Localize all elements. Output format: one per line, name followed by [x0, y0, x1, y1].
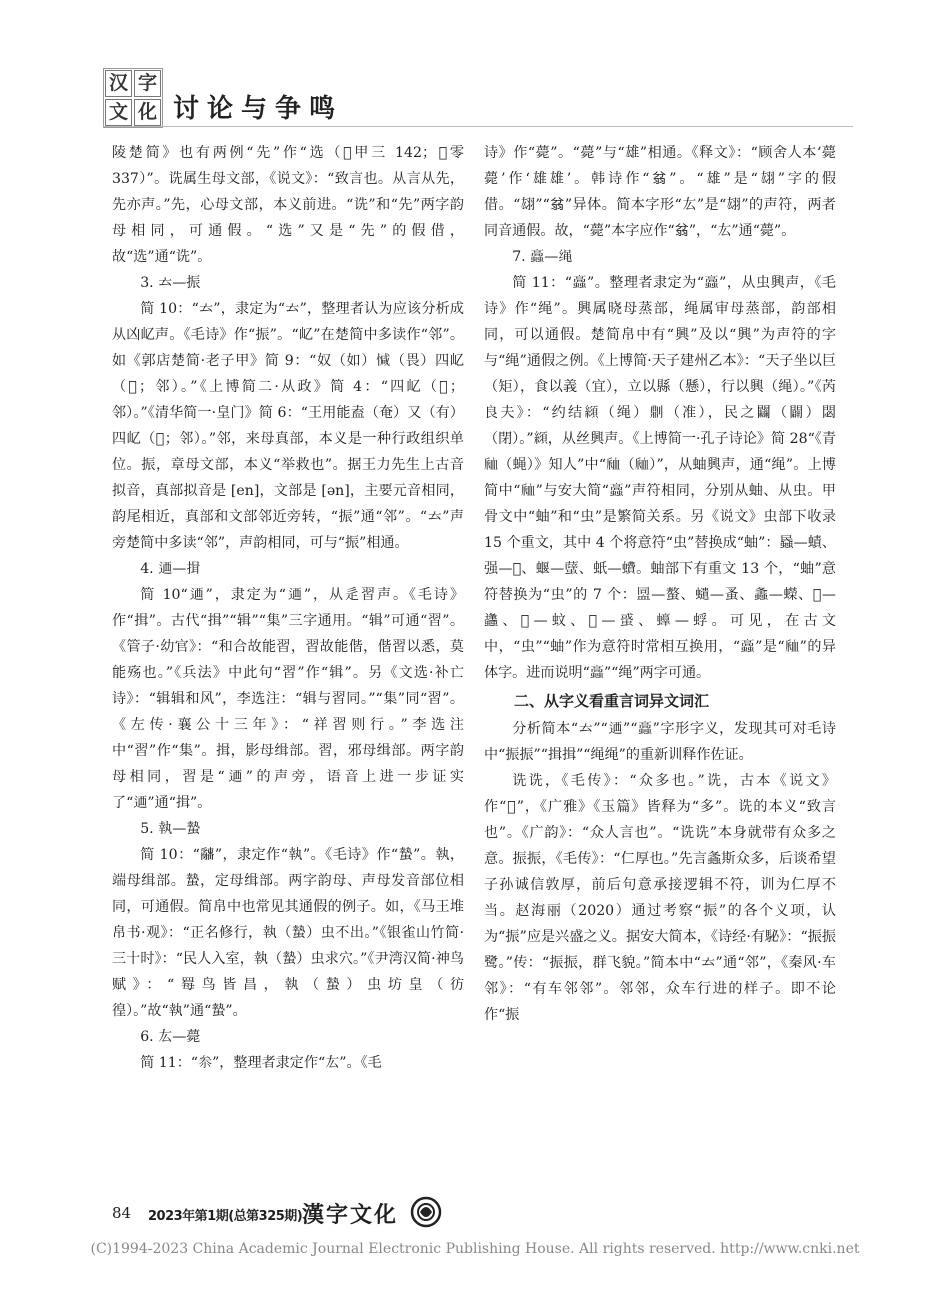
section-title: 讨论与争鸣: [173, 94, 344, 124]
right-column: [484, 140, 836, 1180]
header-divider: [103, 126, 853, 127]
paragraph: 简 10：“𠫓”，隶定为“𠫓”，整理者认为应该分析成从凶𡴭声。《毛诗》作“振”。“𡴭”在楚简中多读作“邻”。如《郭店楚简·老子甲》简 9：“奴（如）𢜩（畏）四𡴭（𨛜；邻）。”《上博简二·从政》简 4：“四𡴭（𨛜；邻）。”《清华简一·皇门》简 6：“王用能盍（奄）又（有）四𡴭（𨛜；邻）。”邻，来母真部，本义是一种行政组织单位。振，章母文部，本义“举救也”。据王力先生上古音拟音，真部拟音是 [en]，文部是 [ən]，主要元音相同，韵尾相近，真部和文部邻近旁转，“振”通“邻”。“𠫓”声旁楚简中多读“邻”，声韵相同，可与“振”相通。: [112, 301, 464, 551]
paragraph: 简 11：“𧕔”。整理者隶定为“𧕔”，从虫興声，《毛诗》作“绳”。興属晓母蒸部，绳属审母蒸部，韵部相同，可以通假。楚简帛中有“興”及以“興”为声符的字与“绳”通假之例。《上博简·天子建州乙本》：“天子坐以巨（矩），食以義（宜），立以縣（懸），行以興（绳）。”《芮良夫》：“约结𦄼（绳）𠟭（准），民之𨷻（闢）閟（閉）。”𦄼，从丝興声。《上博简一·孔子诗论》简 28“《青𧖴（蝇）》知人”中“𧖴（𧖴）”，从蚰興声，通“绳”。上博简中“𧖴”与安大简“𧕔”声符相同，分别从蚰、从虫。甲骨文中“蚰”和“虫”是繁简关系。另《说文》虫部下收录 15 个重文，其中 4 个将意符“虫”替换成“蚰”：蟁—𧐐、强—𧓯、蝘—𧒣、蚔—𧑈。蚰部下有重文 13 个，“蚰”意符替换为“虫”的 7 个：𧖳—螯、𧔥—蚤、𧒒—蠑、𧒃—蠭、𧏡—蚊、𧕖—𧌒、𧔫—蜉。可见，在古文中，“虫”“蚰”作为意符时常相互换用，“𧕔”是“𧖴”的异体字。进而说明“𧕔”“绳”两字可通。: [484, 275, 836, 681]
subsection-heading: 5. 執—蟄: [140, 821, 201, 837]
page-footer: [112, 1192, 452, 1232]
page-header: [103, 68, 853, 130]
paragraph: 简 10：“𤕌”，隶定作“執”。《毛诗》作“蟄”。執，端母缉部。蟄，定母缉部。两字韵母、声母发音部位相同，可通假。简帛中也常见其通假的例子。如，《马王堆帛书·观》：“正名修行，執（蟄）虫不出。”《银雀山竹简·三十时》：“民人入室，執（蟄）虫求穴。”《尹湾汉简·神鸟赋》：“䍙鸟皆昌，執（蟄）虫坊皇（彷徨）。”故“執”通“蟄”。: [112, 847, 464, 1019]
paragraph: 诜诜，《毛传》：“众多也。”诜，古本《说文》作“𢍡”，《广雅》《玉篇》皆释为“多”。诜的本义“致言也”。《广韵》：“众人言也”。“诜诜”本身就带有众多之意。振振，《毛传》：“仁厚也。”先言螽斯众多，后谈希望子孙诚信敦厚，前后句意承接逻辑不符，训为仁厚不当。赵海丽（2020）通过考察“振”的各个义项，认为“振”应是兴盛之义。据安大简本，《诗经·有駜》：“振振鹭。”传：“振振，群飞貌。”简本中“𠫓”通“邻”，《秦风·车邻》：“有车邻邻”。邻邻，众车行进的样子。即不论作“振: [484, 773, 836, 1023]
subsection-heading: 4. 𨒿—揖: [140, 561, 201, 577]
paragraph: 分析简本“𠫓”“𨒿”“𧕔”字形字义，发现其可对毛诗中“振振”“揖揖”“绳绳”的重新训释作佐证。: [484, 721, 836, 763]
emblem-icon: [410, 1196, 442, 1228]
paragraph: 诗》作“薨”。“薨”与“雄”相通。《释文》：“顾舍人本‘薨薨’作‘雄雄’。韩诗作“𦐈”。“雄”是“翃”字的假借。“翃”“𦐈”异体。简本字形“厷”是“翃”的声符，两者同音通假。故，“薨”本字应作“𦐈”，“厷”通“薨”。: [484, 145, 836, 239]
journal-logo: [103, 68, 163, 128]
page-number: 84: [112, 1204, 132, 1222]
paragraph: 陵楚简》也有两例“先”作“选（𨒛甲三 142；𨒛零 337）”。诜属生母文部，《说文》：“致言也。从言从先，先亦声。”先，心母文部，本义前进。“诜”和“先”两字韵母相同，可通假。“选”又是“先”的假借，故“选”通“诜”。: [112, 145, 464, 265]
left-column: [112, 140, 464, 1180]
journal-name: 漢字文化: [302, 1203, 399, 1228]
issue-info: 2023年第1期(总第325期): [148, 1209, 303, 1224]
subsection-heading: 6. 厷—薨: [140, 1029, 201, 1045]
logo-char: 化: [134, 99, 161, 126]
copyright-notice: (C)1994-2023 China Academic Journal Electronic Publishing House. All rights reserved. http://www.cnki.net: [90, 1241, 860, 1257]
paragraph: 简 10“𨒿”，隶定为“𨒿”，从辵習声。《毛诗》作“揖”。古代“揖”“辑”“集”三字通用。“辑”可通“習”。《管子·幼官》：“和合故能習，習故能偕，偕習以悉，莫能殇也。”《兵法》中此句“習”作“辑”。另《文选·补亡诗》：“辑辑和风”，李选注：“辑与習同。”“集”同“習”。《左传·襄公十三年》：“祥習则行。”李选注中“習”作“集”。揖，影母缉部。習，邪母缉部。两字韵母相同，習是“𨒿”的声旁，语音上进一步证实了“𨒿”通“揖”。: [112, 587, 464, 811]
paragraph: 简 11：“𠫭”，整理者隶定作“厷”。《毛: [140, 1055, 382, 1071]
subsection-heading: 3. 𠫓—振: [140, 275, 201, 291]
logo-char: 字: [134, 70, 161, 97]
logo-char: 汉: [105, 70, 132, 97]
logo-char: 文: [105, 99, 132, 126]
section-heading: 二、从字义看重言词异文词汇: [514, 692, 710, 710]
subsection-heading: 7. 𧕔—绳: [512, 249, 573, 265]
